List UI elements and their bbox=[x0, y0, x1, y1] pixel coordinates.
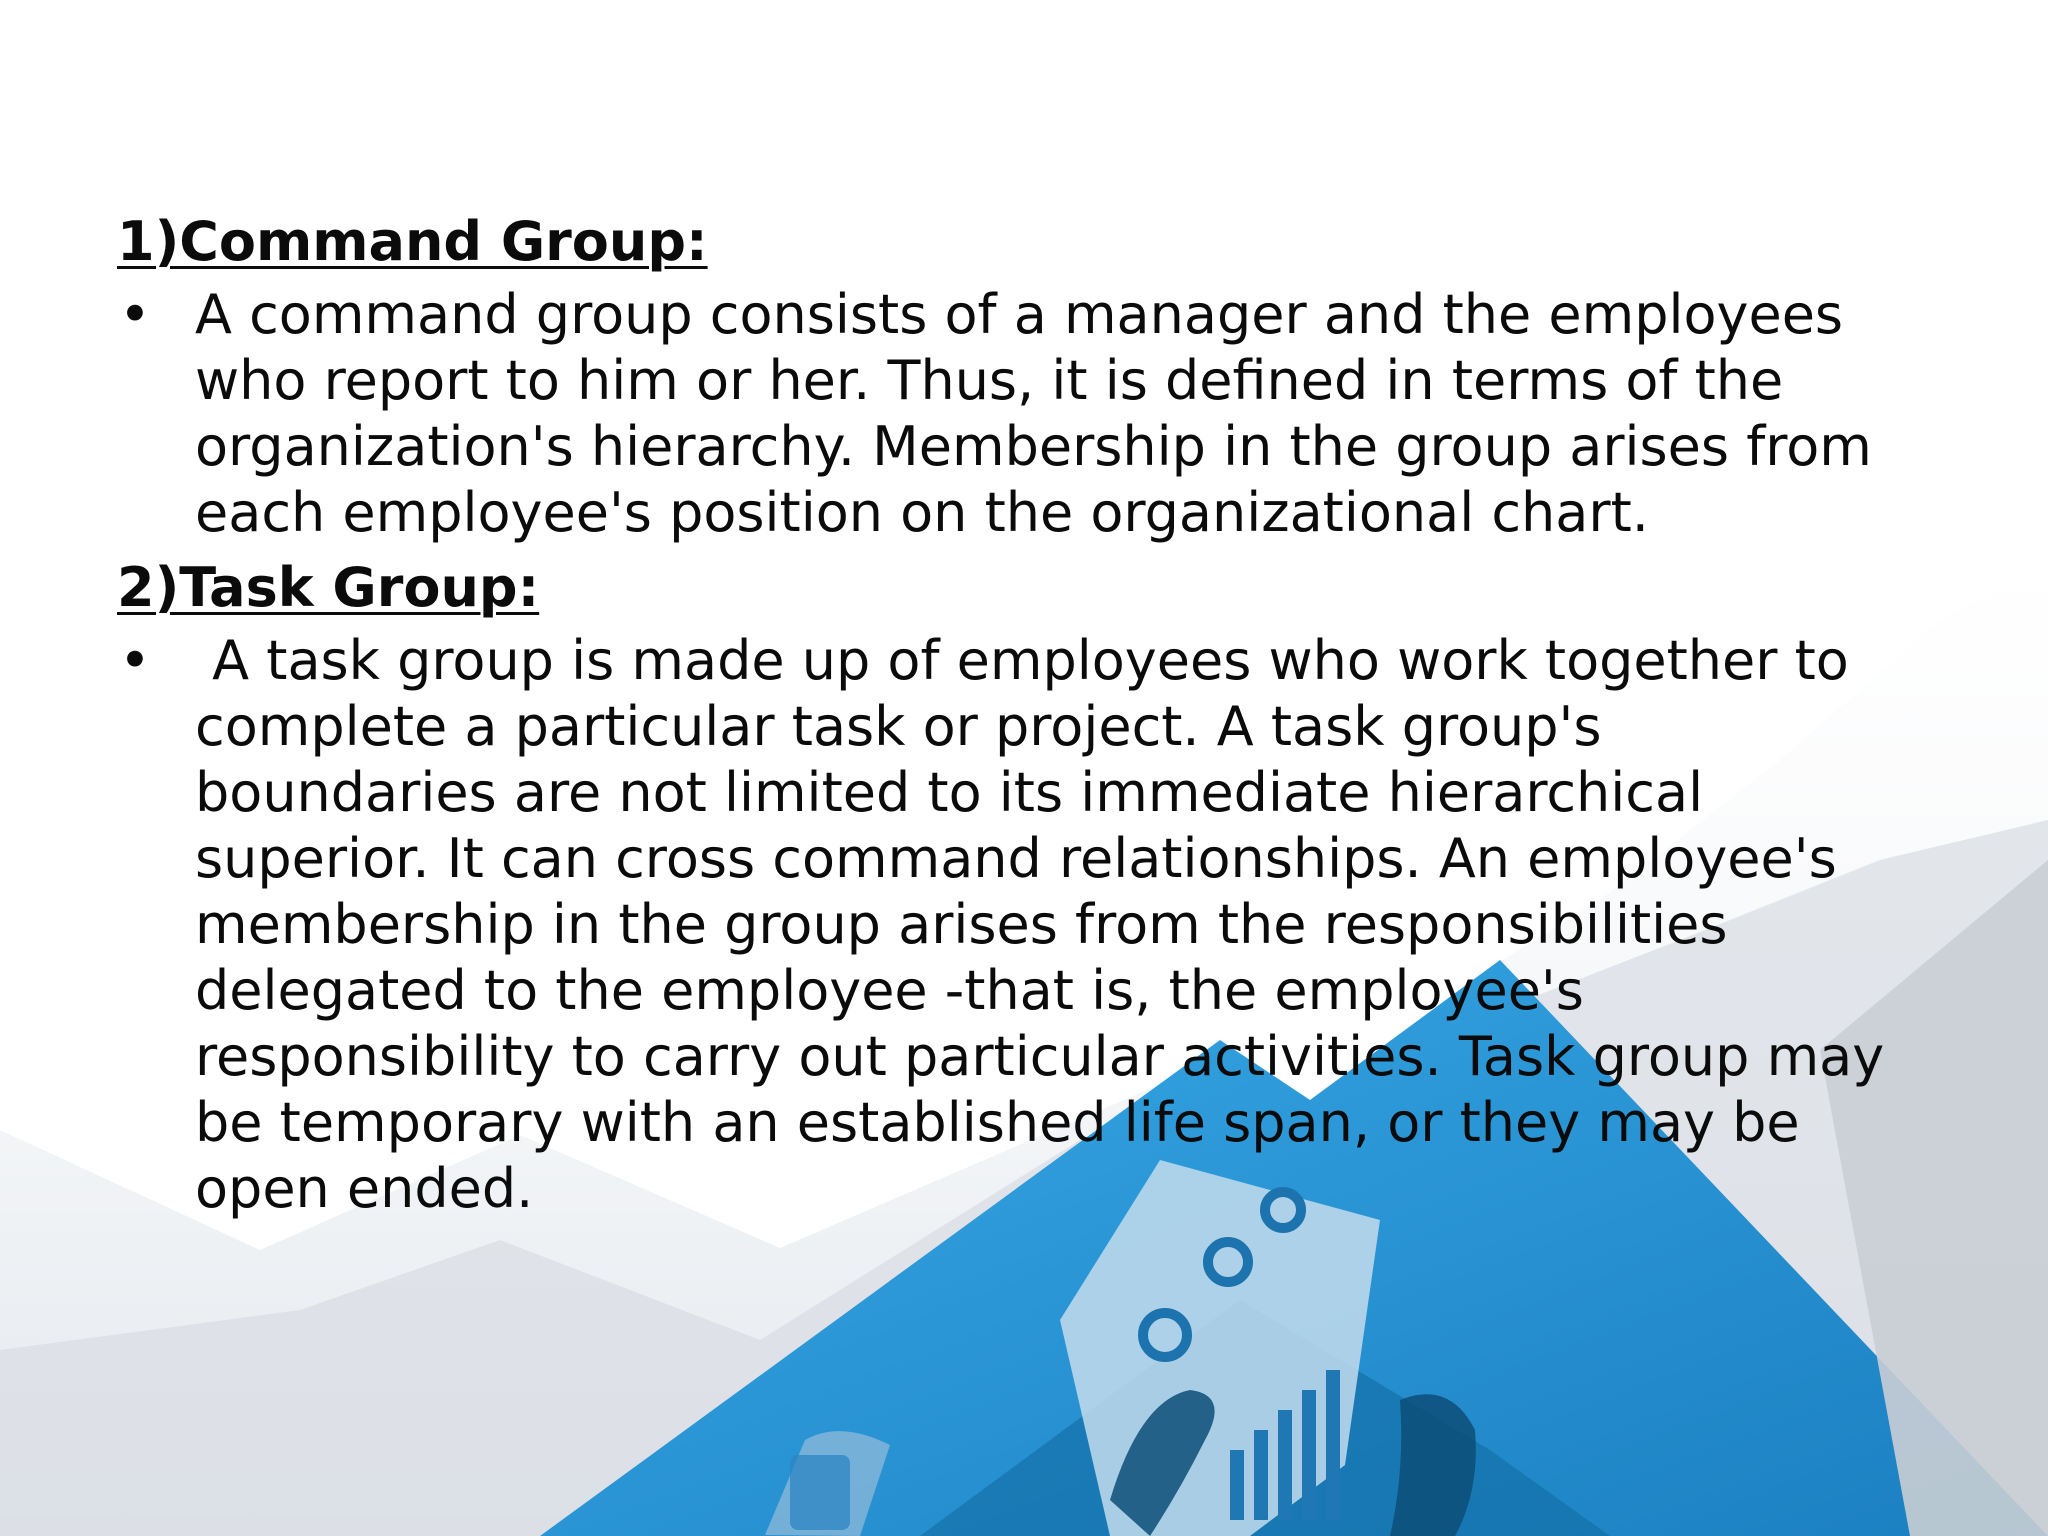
section-heading: 2)Task Group: bbox=[117, 556, 540, 619]
bullet-marker: • bbox=[119, 283, 151, 346]
bullet-text: A command group consists of a manager and the employees who report to him or her. Thus, it is defined in terms of the organization's hierarchy. Membership in the group arises from each employee's position on the organizational chart. bbox=[195, 283, 1872, 544]
section-heading: 1)Command Group: bbox=[117, 210, 708, 273]
bullet-text: A task group is made up of employees who work together to complete a particular task or project. A task group's boundaries are not limited to its immediate hierarchical superior. It can cross command relationships. An employee's membership in the group arises from the responsibilities delegated to the employee -that is, the employee's responsibility to carry out particular activities. Task group may be temporary with an established life span, or they may be open ended. bbox=[195, 629, 1885, 1220]
bullet-item bbox=[117, 282, 1967, 546]
bullet-marker: • bbox=[119, 629, 151, 692]
bullet-item bbox=[117, 628, 1967, 1222]
slide-content bbox=[117, 210, 1967, 1232]
